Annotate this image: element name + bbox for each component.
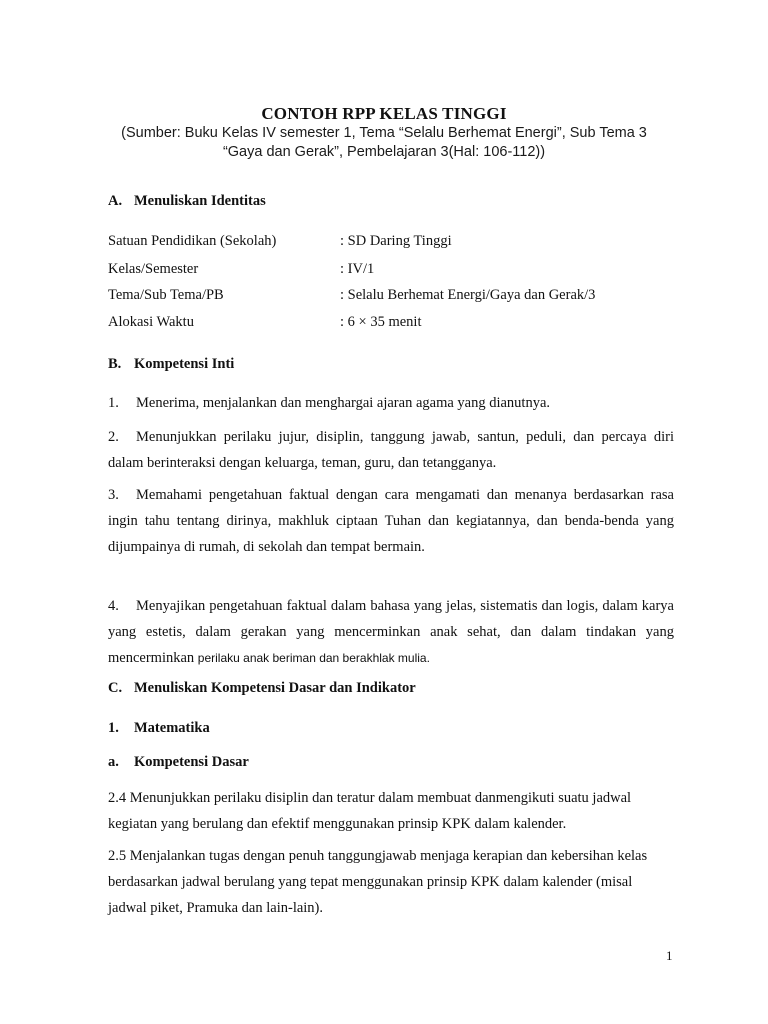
item-text: Menyajikan pengetahuan faktual dalam bahasa yang jelas, sistematis dan logis, dalam karya yang estetis, dalam gerakan yang mencerminkan anak sehat, dan dalam tindakan yang mencerminkan (108, 598, 674, 666)
identity-label: Tema/Sub Tema/PB (108, 287, 224, 303)
source-line-1: (Sumber: Buku Kelas IV semester 1, Tema “Selalu Berhemat Energi”, Sub Tema 3 (121, 125, 647, 141)
section-a-heading (108, 193, 266, 210)
item-number: 3. (108, 487, 119, 503)
identity-row (108, 314, 421, 331)
item-text-tail: perilaku anak beriman dan berakhlak mulia. (197, 651, 430, 665)
identity-value: : IV/1 (340, 261, 375, 277)
identity-label: Kelas/Semester (108, 261, 199, 277)
identity-label: Alokasi Waktu (108, 314, 194, 330)
sub-a-heading (108, 754, 249, 771)
sub-a-title: Kompetensi Dasar (134, 754, 249, 770)
identity-row (108, 261, 374, 278)
section-b-marker: B. (108, 356, 122, 372)
section-b-heading (108, 356, 234, 373)
identity-row (108, 233, 452, 250)
identity-value: : 6 × 35 menit (340, 314, 422, 330)
subject-title: Matematika (134, 720, 210, 736)
subject-marker: 1. (108, 720, 119, 736)
item-text: Menunjukkan perilaku jujur, disiplin, tanggung jawab, santun, peduli, dan percaya diri dalam berinteraksi dengan keluarga, teman, guru, dan tetangganya. (108, 429, 674, 471)
basic-competency-item (108, 785, 674, 837)
identity-value: : Selalu Berhemat Energi/Gaya dan Gerak/3 (340, 287, 596, 303)
core-competency-item (108, 424, 674, 476)
basic-competency-text: 2.4 Menunjukkan perilaku disiplin dan teratur dalam membuat danmengikuti suatu jadwal kegiatan yang berulang dan efektif menggunakan prinsip KPK dalam kalender. (108, 790, 632, 832)
section-c-heading (108, 680, 416, 697)
section-a-title: Menuliskan Identitas (134, 193, 266, 209)
sub-a-marker: a. (108, 754, 119, 770)
core-competency-item (108, 593, 674, 671)
identity-row (108, 287, 595, 304)
basic-competency-text: 2.5 Menjalankan tugas dengan penuh tanggungjawab menjaga kerapian dan kebersihan kelas berdasarkan jadwal berulang yang tepat menggunakan prinsip KPK dalam kalender (misal jadwal piket, Pramuka dan lain-lain). (108, 848, 648, 916)
section-a-marker: A. (108, 193, 123, 209)
item-text: Memahami pengetahuan faktual dengan cara mengamati dan menanya berdasarkan rasa ingin tahu tentang dirinya, makhluk ciptaan Tuhan dan kegiatannya, dan benda-benda yang dijumpainya di rumah, di sekolah dan tempat bermain. (108, 487, 674, 555)
source-note (0, 124, 768, 162)
basic-competency-item (108, 843, 674, 921)
core-competency-item (108, 482, 674, 560)
section-c-title: Menuliskan Kompetensi Dasar dan Indikator (134, 680, 416, 696)
source-line-2: “Gaya dan Gerak”, Pembelajaran 3(Hal: 106-112)) (222, 144, 546, 160)
page-number: 1 (666, 948, 673, 963)
item-number: 2. (108, 429, 119, 445)
core-competency-item (108, 390, 674, 416)
section-b-title: Kompetensi Inti (134, 356, 235, 372)
item-number: 4. (108, 598, 119, 614)
document-title: CONTOH RPP KELAS TINGGI (261, 104, 507, 123)
identity-value: : SD Daring Tinggi (340, 233, 452, 249)
item-number: 1. (108, 395, 119, 411)
subject-heading (108, 720, 210, 737)
section-c-marker: C. (108, 680, 123, 696)
identity-label: Satuan Pendidikan (Sekolah) (108, 233, 277, 249)
item-text: Menerima, menjalankan dan menghargai ajaran agama yang dianutnya. (136, 395, 551, 411)
